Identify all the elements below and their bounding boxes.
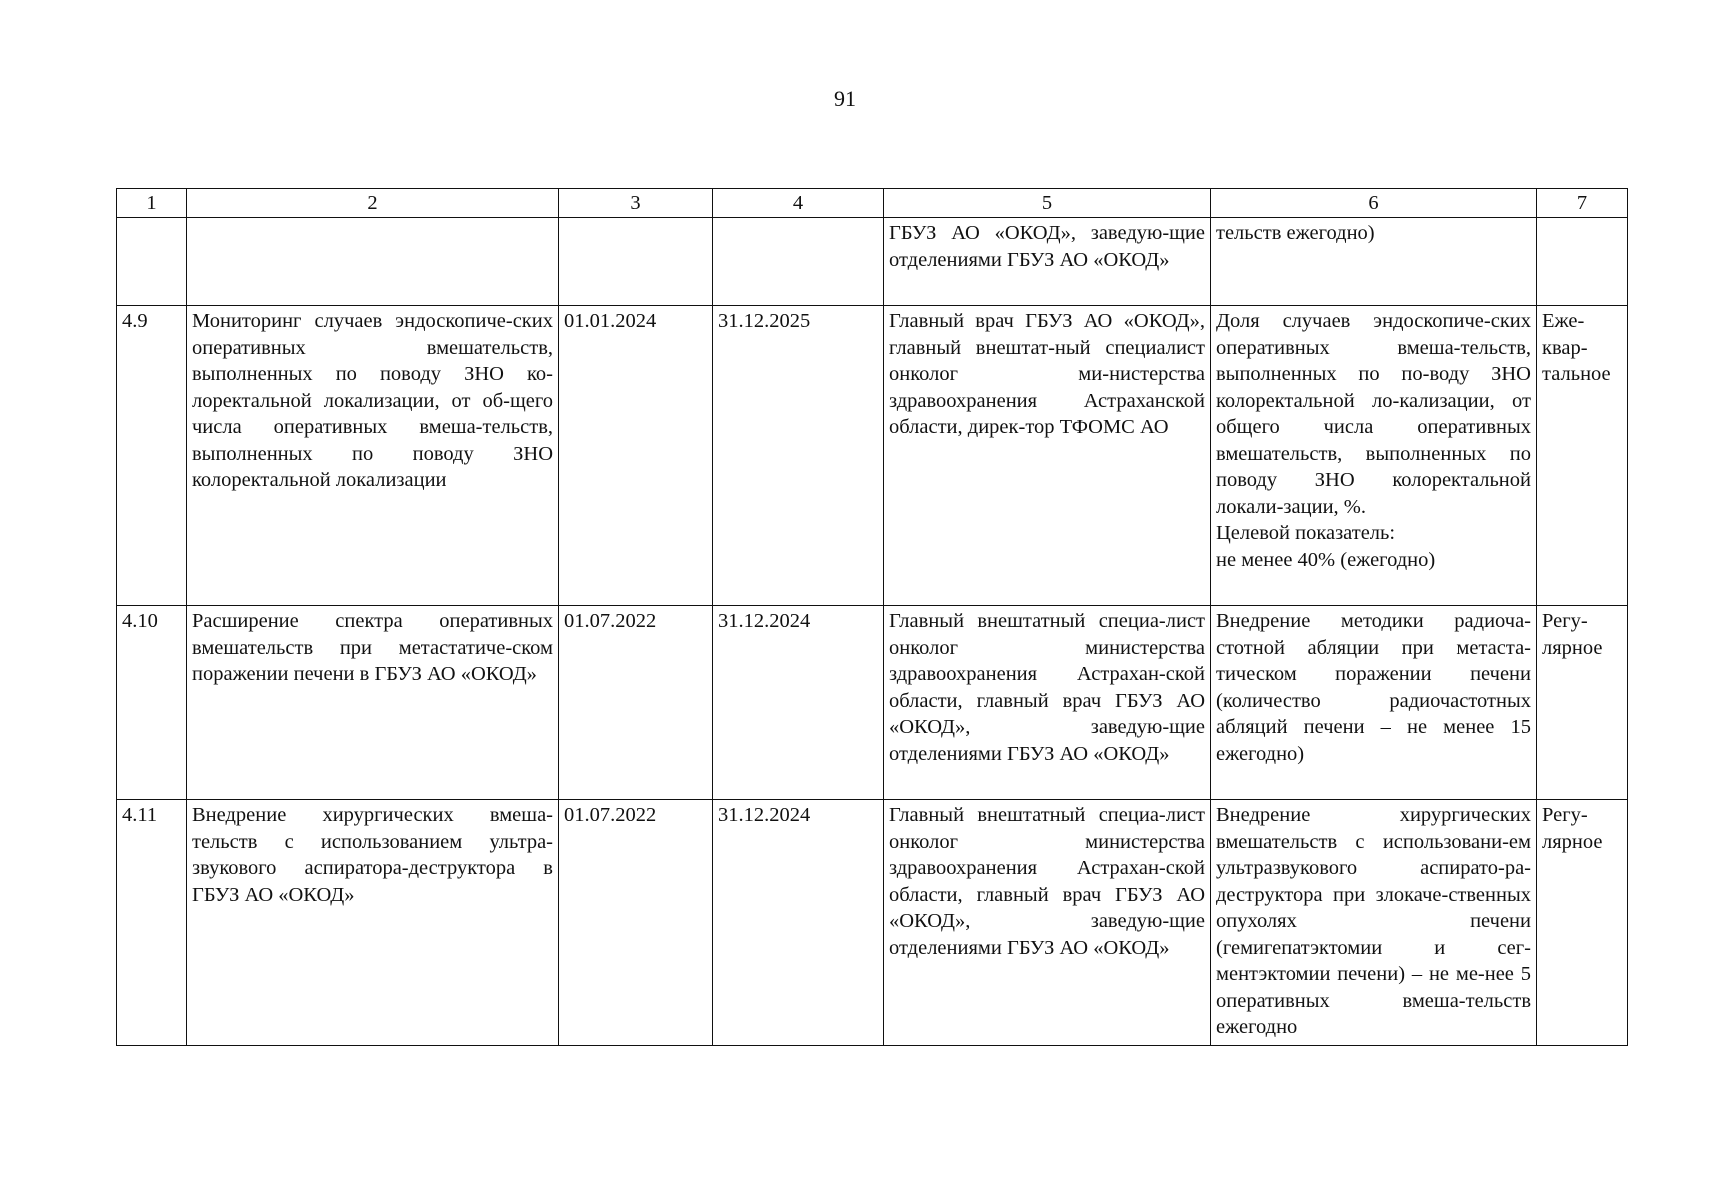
column-header-3: 3 <box>559 189 713 218</box>
start-date: 01.07.2022 <box>559 606 713 800</box>
frequency <box>1537 218 1628 306</box>
end-date: 31.12.2024 <box>713 606 884 800</box>
frequency: Регу-лярное <box>1537 606 1628 800</box>
start-date: 01.07.2022 <box>559 800 713 1046</box>
table-row-continuation <box>117 218 1628 306</box>
header-row <box>117 189 1628 218</box>
responsible-persons: Главный внештатный специа-лист онколог министерства здравоохранения Астрахан-ской области, главный врач ГБУЗ АО «ОКОД», заведую-щие отделениями ГБУЗ АО «ОКОД» <box>884 800 1211 1046</box>
indicator: Внедрение методики радиоча-стотной абляции при метаста-тическом поражении печени (количество радиочастотных абляций печени – не менее 15 ежегодно) <box>1211 606 1537 800</box>
column-header-5: 5 <box>884 189 1211 218</box>
row-number <box>117 218 187 306</box>
responsible-persons: Главный врач ГБУЗ АО «ОКОД», главный внештат-ный специалист онколог ми-нистерства здравоохранения Астраханской области, дирек-тор ТФОМС АО <box>884 306 1211 606</box>
column-header-1: 1 <box>117 189 187 218</box>
indicator-cell <box>1211 306 1537 606</box>
start-date: 01.01.2024 <box>559 306 713 606</box>
activity-name: Внедрение хирургических вмеша-тельств с использованием ультра-звукового аспиратора-деструктора в ГБУЗ АО «ОКОД» <box>187 800 559 1046</box>
column-header-7: 7 <box>1537 189 1628 218</box>
row-number: 4.10 <box>117 606 187 800</box>
end-date <box>713 218 884 306</box>
row-number: 4.11 <box>117 800 187 1046</box>
activity-name: Расширение спектра оперативных вмешательств при метастатиче-ском поражении печени в ГБУЗ АО «ОКОД» <box>187 606 559 800</box>
indicator: Доля случаев эндоскопиче-ских оперативных вмеша-тельств, выполненных по по-воду ЗНО колоректальной ло-кализации, от общего числа оперативных вмешательств, выполненных по поводу ЗНО колоректальной локали-зации, %. <box>1216 310 1531 518</box>
page-number: 91 <box>834 86 856 111</box>
indicator-target-value: не менее 40% (ежегодно) <box>1216 548 1436 571</box>
table-row-4-9 <box>117 306 1628 606</box>
indicator-target-label: Целевой показатель: <box>1216 522 1396 544</box>
indicator: Внедрение хирургических вмешательств с использовани-ем ультразвукового аспирато-ра-деструктора при злокаче-ственных опухолях печени (гемигепатэктомии и сег-ментэктомии печени) – не ме-нее 5 оперативных вмеша-тельств ежегодно <box>1211 800 1537 1046</box>
responsible-persons: Главный внештатный специа-лист онколог министерства здравоохранения Астрахан-ской области, главный врач ГБУЗ АО «ОКОД», заведую-щие отделениями ГБУЗ АО «ОКОД» <box>884 606 1211 800</box>
end-date: 31.12.2025 <box>713 306 884 606</box>
row-number: 4.9 <box>117 306 187 606</box>
table-row-4-10 <box>117 606 1628 800</box>
column-header-4: 4 <box>713 189 884 218</box>
table-row-4-11 <box>117 800 1628 1046</box>
column-header-2: 2 <box>187 189 559 218</box>
activity-name: Мониторинг случаев эндоскопиче-ских оперативных вмешательств, выполненных по поводу ЗНО ко-лоректальной локализации, от об-щего числа оперативных вмеша-тельств, выполненных по поводу ЗНО колоректальной локализации <box>187 306 559 606</box>
indicator: тельств ежегодно) <box>1211 218 1537 306</box>
column-header-6: 6 <box>1211 189 1537 218</box>
responsible-persons: ГБУЗ АО «ОКОД», заведую-щие отделениями ГБУЗ АО «ОКОД» <box>884 218 1211 306</box>
end-date: 31.12.2024 <box>713 800 884 1046</box>
plan-table <box>116 188 1628 1046</box>
activity-name <box>187 218 559 306</box>
frequency: Еже-квар-тальное <box>1537 306 1628 606</box>
frequency: Регу-лярное <box>1537 800 1628 1046</box>
start-date <box>559 218 713 306</box>
